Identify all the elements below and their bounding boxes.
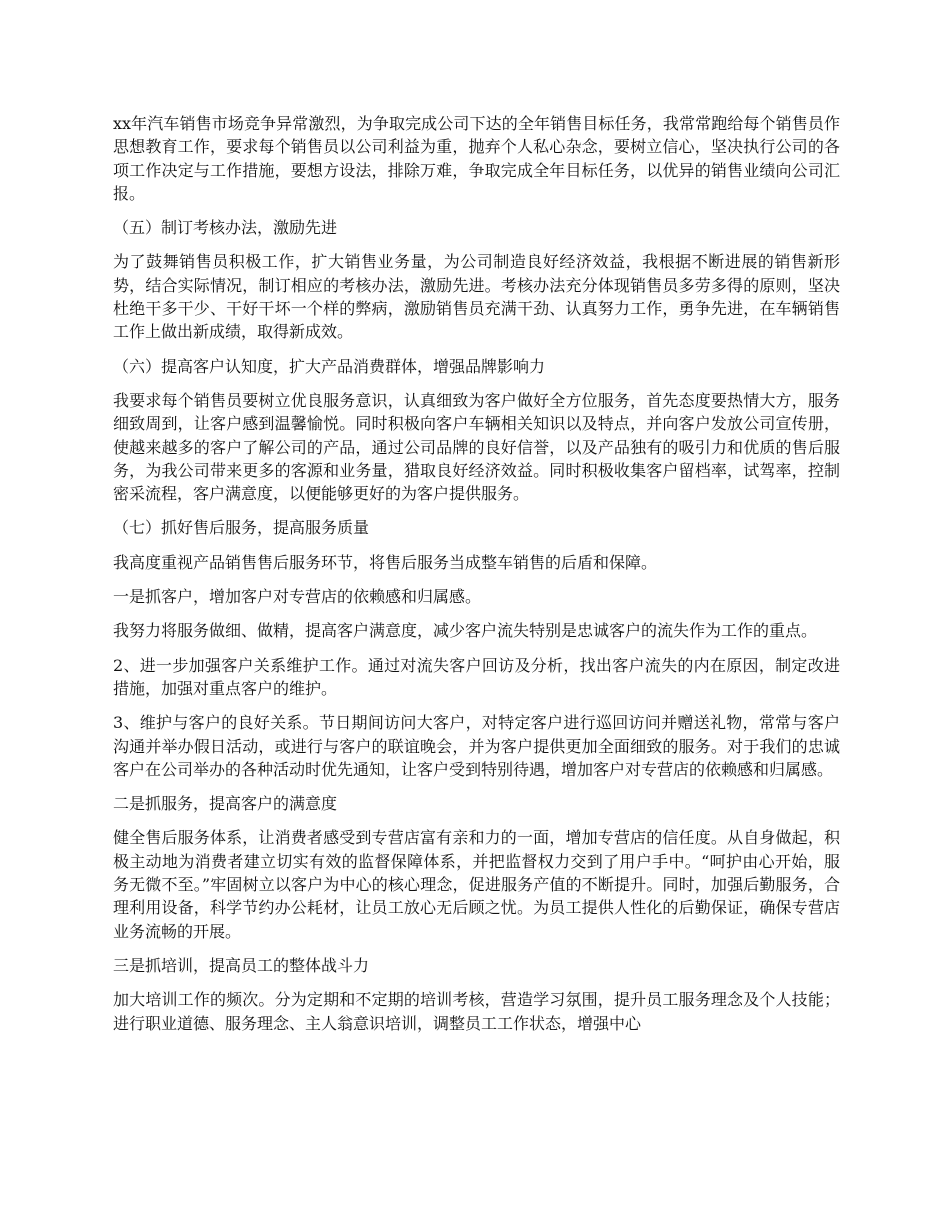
paragraph: 2、进一步加强客户关系维护工作。通过对流失客户回访及分析，找出客户流失的内在原因，制定改进措施，加强对重点客户的维护。 xyxy=(113,655,840,698)
paragraph: 一是抓客户，增加客户对专营店的依赖感和归属感。 xyxy=(113,587,482,607)
paragraph: 健全售后服务体系，让消费者感受到专营店富有亲和力的一面，增加专营店的信任度。从自身做起，积极主动地为消费者建立切实有效的监督保障体系，并把监督权力交到了用户手中。“呵护由心开始，服务无微不至。”牢固树立以客户为中心的核心理念，促进服务产值的不断提升。同时，加强后勤服务，合理利用设备，科学节约办公耗材，让员工放心无后顾之忧。为员工提供人性化的后勤保证，确保专营店业务流畅的开展。 xyxy=(113,828,840,941)
paragraph: xx年汽车销售市场竞争异常激烈，为争取完成公司下达的全年销售目标任务，我常常跑给每个销售员作思想教育工作，要求每个销售员以公司利益为重，抛弃个人私心杂念，要树立信心，坚决执行公司的各项工作决定与工作措施，要想方设法，排除万难，争取完成全年目标任务，以优异的销售业绩向公司汇报。 xyxy=(113,114,840,203)
section-heading: （六）提高客户认知度，扩大产品消费群体，增强品牌影响力 xyxy=(113,356,546,376)
paragraph: 我高度重视产品销售售后服务环节，将售后服务当成整车销售的后盾和保障。 xyxy=(113,552,658,572)
document-body xyxy=(113,112,840,1046)
section-heading: （五）制订考核办法，激励先进 xyxy=(113,218,338,238)
section-heading: （七）抓好售后服务，提高服务质量 xyxy=(113,518,370,538)
paragraph: 三是抓培训，提高员工的整体战斗力 xyxy=(113,955,370,975)
paragraph: 我要求每个销售员要树立优良服务意识，认真细致为客户做好全方位服务，首先态度要热情大方，服务细致周到，让客户感到温馨愉悦。同时积极向客户车辆相关知识以及特点，并向客户发放公司宣传册，使越来越多的客户了解公司的产品，通过公司品牌的良好信誉，以及产品独有的吸引力和优质的售后服务，为我公司带来更多的客源和业务量，猎取良好经济效益。同时积极收集客户留档率，试驾率，控制密采流程，客户满意度，以便能够更好的为客户提供服务。 xyxy=(113,390,840,504)
paragraph: 二是抓服务，提高客户的满意度 xyxy=(113,794,338,814)
paragraph: 为了鼓舞销售员积极工作，扩大销售业务量，为公司制造良好经济效益，我根据不断进展的销售新形势，结合实际情况，制订相应的考核办法，激励先进。考核办法充分体现销售员多劳多得的原则，坚决杜绝干多干少、干好干坏一个样的弊病，激励销售员充满干劲、认真努力工作，勇争先进，在车辆销售工作上做出新成绩，取得新成效。 xyxy=(113,252,840,342)
paragraph: 3、维护与客户的良好关系。节日期间访问大客户，对特定客户进行巡回访问并赠送礼物，常常与客户沟通并举办假日活动，或进行与客户的联谊晚会，并为客户提供更加全面细致的服务。对于我们的忠诚客户在公司举办的各种活动时优先通知，让客户受到特别待遇，增加客户对专营店的依赖感和归属感。 xyxy=(113,713,840,779)
paragraph: 我努力将服务做细、做精，提高客户满意度，减少客户流失特别是忠诚客户的流失作为工作的重点。 xyxy=(113,621,818,641)
paragraph: 加大培训工作的频次。分为定期和不定期的培训考核，营造学习氛围，提升员工服务理念及个人技能；进行职业道德、服务理念、主人翁意识培训，调整员工工作状态，增强中心 xyxy=(113,990,840,1033)
